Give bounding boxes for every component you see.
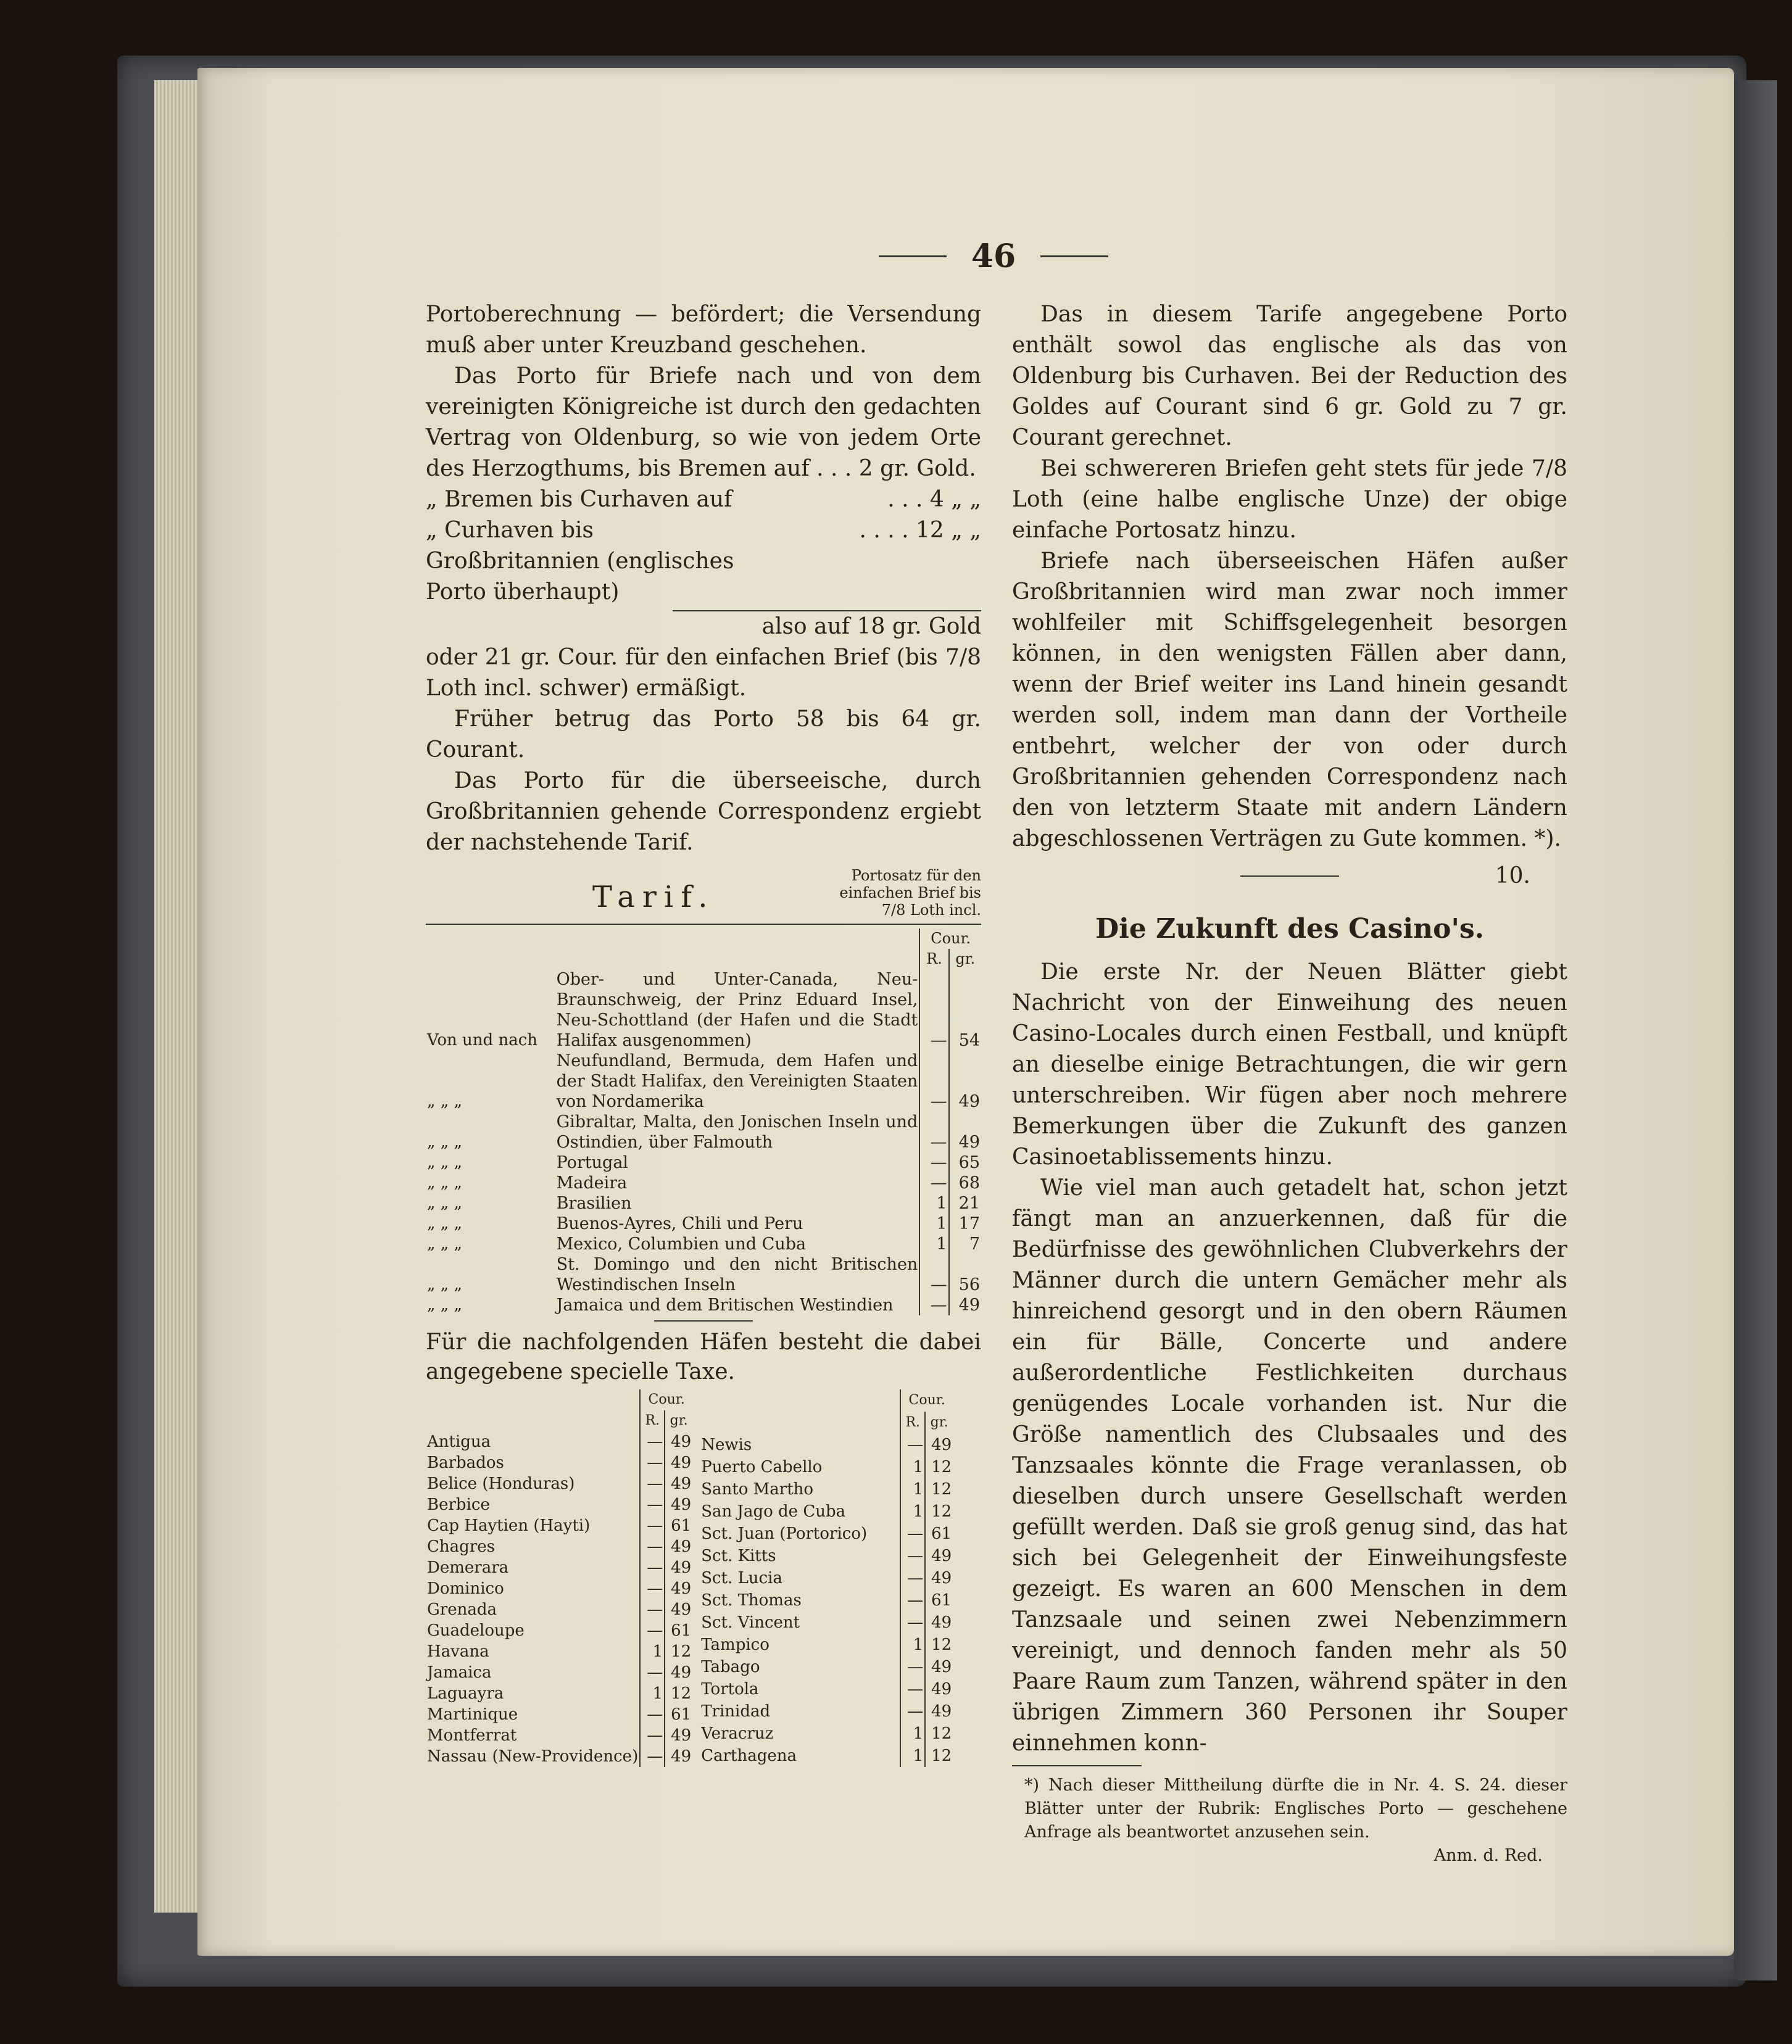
port-reichstaler: — <box>900 1567 925 1589</box>
right-column <box>1012 299 1567 1868</box>
left-paragraph-5: Das Porto für die überseeische, durch Großbritannien gehende Correspondenz ergiebt der nachstehende Tarif. <box>426 768 981 855</box>
port-groschen: 49 <box>665 1473 692 1494</box>
table-row <box>700 1567 953 1589</box>
tarif-reichstaler: — <box>919 1254 948 1295</box>
port-name: San Jago de Cuba <box>701 1502 846 1521</box>
tarif-groschen: 17 <box>949 1214 981 1234</box>
table-row <box>426 1683 692 1704</box>
gr-header: gr. <box>925 1412 953 1434</box>
tarif-from: Von und nach <box>427 1031 538 1049</box>
port-reichstaler: 1 <box>900 1745 925 1767</box>
footnote-signature: Anm. d. Red. <box>1433 1846 1543 1865</box>
left-paragraph-3: oder 21 gr. Cour. für den einfachen Brief (bis 7/8 Loth incl. schwer) ermäßigt. <box>426 645 981 701</box>
port-name: Trinidad <box>701 1702 771 1721</box>
port-reichstaler: — <box>640 1431 665 1452</box>
table-row <box>700 1700 953 1723</box>
special-tables <box>426 1389 981 1767</box>
rate-line-bremen-curhaven <box>426 484 981 515</box>
port-name: Havana <box>427 1642 489 1661</box>
gr-header: gr. <box>949 949 981 969</box>
table-row <box>426 1234 981 1254</box>
port-name: Nassau (New-Providence) <box>427 1747 639 1766</box>
port-reichstaler: — <box>640 1704 665 1725</box>
left-paragraph-1: Portoberechnung — befördert; die Versendung muß aber unter Kreuzband geschehen. <box>426 302 981 358</box>
gr-header: gr. <box>665 1410 692 1431</box>
tarif-destination: St. Domingo und den nicht Britischen Westindischen Inseln <box>556 1255 918 1294</box>
table-row <box>426 1515 692 1536</box>
table-row <box>426 1473 692 1494</box>
port-reichstaler: — <box>900 1678 925 1700</box>
blank-cell <box>700 1389 900 1412</box>
port-name: Cap Haytien (Hayti) <box>427 1516 591 1535</box>
port-groschen: 49 <box>665 1431 692 1452</box>
table-row <box>426 1051 981 1112</box>
rate-label: „ Curhaven bis Großbritannien (englisches Porto überhaupt) <box>426 518 734 605</box>
special-intro: Für die nachfolgenden Häfen besteht die dabei angegebene specielle Taxe. <box>426 1330 981 1384</box>
rate-label: „ Bremen bis Curhaven auf <box>426 487 732 512</box>
special-header-row <box>700 1389 953 1412</box>
table-row <box>426 1494 692 1515</box>
page-stack-edge <box>154 80 197 1913</box>
port-groschen: 12 <box>665 1683 692 1704</box>
port-groschen: 49 <box>665 1494 692 1515</box>
right-paragraph-2: Bei schwereren Briefen geht stets für jede 7/8 Loth (eine halbe englische Unze) der obige einfache Portosatz hinzu. <box>1012 456 1567 543</box>
tarif-groschen: 7 <box>949 1234 981 1254</box>
tarif-note: Portosatz für den einfachen Brief bis 7/8 Loth incl. <box>839 867 981 919</box>
port-reichstaler: — <box>900 1612 925 1634</box>
tarif-reichstaler: 1 <box>919 1234 948 1254</box>
tarif-reichstaler: 1 <box>919 1193 948 1214</box>
table-row <box>426 1173 981 1193</box>
tarif-groschen: 49 <box>949 1295 981 1315</box>
port-groschen: 61 <box>665 1515 692 1536</box>
table-row <box>700 1723 953 1745</box>
port-name: Sct. Lucia <box>701 1569 782 1587</box>
tarif-table <box>426 929 981 1315</box>
table-row <box>426 1431 692 1452</box>
table-row <box>426 1295 981 1315</box>
tarif-destination: Gibraltar, Malta, den Jonischen Inseln und Ostindien, über Falmouth <box>556 1112 918 1152</box>
port-name: Sct. Juan (Portorico) <box>701 1525 868 1543</box>
page-number: 46 <box>971 237 1016 275</box>
rate-sum: also auf 18 gr. Gold <box>761 614 981 639</box>
port-groschen: 49 <box>925 1545 953 1567</box>
table-row <box>700 1456 953 1478</box>
port-groschen: 49 <box>665 1536 692 1557</box>
tarif-groschen: 49 <box>949 1112 981 1152</box>
port-name: Antigua <box>427 1433 491 1451</box>
port-groschen: 61 <box>665 1620 692 1641</box>
special-subheader-row <box>700 1412 953 1434</box>
port-name: Jamaica <box>427 1663 492 1682</box>
tarif-from: „ „ „ <box>427 1275 462 1294</box>
table-row <box>700 1500 953 1523</box>
port-groschen: 61 <box>925 1523 953 1545</box>
tarif-groschen: 68 <box>949 1173 981 1193</box>
special-rule <box>654 1320 753 1322</box>
port-groschen: 12 <box>925 1745 953 1767</box>
port-name: Berbice <box>427 1496 490 1514</box>
tarif-reichstaler: 1 <box>919 1214 948 1234</box>
tarif-from: „ „ „ <box>427 1173 462 1192</box>
tarif-from: „ „ „ <box>427 1235 462 1253</box>
port-groschen: 49 <box>665 1452 692 1473</box>
tarif-destination: Neufundland, Bermuda, dem Hafen und der Stadt Halifax, den Vereinigten Staaten von Nordamerika <box>556 1051 918 1111</box>
special-table-right <box>700 1389 953 1767</box>
port-groschen: 12 <box>665 1641 692 1662</box>
blank-cell <box>426 1410 640 1431</box>
table-row <box>426 1578 692 1599</box>
tarif-from: „ „ „ <box>427 1214 462 1233</box>
port-name: Tabago <box>701 1658 760 1676</box>
tarif-header <box>426 867 981 919</box>
port-groschen: 12 <box>925 1634 953 1656</box>
port-reichstaler: — <box>640 1536 665 1557</box>
port-name: Dominico <box>427 1579 504 1598</box>
table-row <box>700 1612 953 1634</box>
table-row <box>700 1634 953 1656</box>
table-row <box>426 1214 981 1234</box>
blank-cell <box>700 1412 900 1434</box>
port-groschen: 49 <box>925 1700 953 1723</box>
port-name: Puerto Cabello <box>701 1458 823 1476</box>
port-groschen: 12 <box>925 1500 953 1523</box>
table-row <box>426 1193 981 1214</box>
port-groschen: 49 <box>665 1662 692 1683</box>
right-paragraph-4: Die erste Nr. der Neuen Blätter giebt Nachricht von der Einweihung des neuen Casino-Locales durch einen Festball, und knüpft an dieselbe einige Betrachtungen, die wir gern unterschreiben. Wir fügen aber noch mehrere Bemerkungen über die Zukunft des ganzen Casinoetablissements hinzu. <box>1012 959 1567 1170</box>
table-row <box>426 1704 692 1725</box>
port-reichstaler: 1 <box>640 1683 665 1704</box>
tarif-from: „ „ „ <box>427 1296 462 1314</box>
footnote: *) Nach dieser Mittheilung dürfte die in Nr. 4. S. 24. dieser Blätter unter der Rubrik: Englisches Porto — geschehene Anfrage als beantwortet anzusehen sein. <box>1024 1776 1567 1842</box>
table-row <box>700 1434 953 1456</box>
port-reichstaler: 1 <box>640 1641 665 1662</box>
tarif-reichstaler: — <box>919 1051 948 1112</box>
port-name: Sct. Thomas <box>701 1591 802 1610</box>
signature-row <box>1012 861 1567 892</box>
blank-cell <box>426 1389 640 1410</box>
port-name: Belice (Honduras) <box>427 1475 575 1493</box>
cour-header: Cour. <box>900 1389 953 1412</box>
port-name: Grenada <box>427 1600 497 1619</box>
rate-amount: . . . 4 „ „ <box>887 487 981 512</box>
right-paragraph-5: Wie viel man auch getadelt hat, schon jetzt fängt man an anzuerkennen, daß für die Bedürfnisse des gewöhnlichen Clubverkehrs der Männer durch die untern Gemächer mehr als hinreichend gesorgt und in den obern Räumen ein für Bälle, Concerte und andere außerordentliche Festlichkeiten durchaus genügendes Locale vorhanden ist. Nur die Größe namentlich des Clubsaales und des Tanzsaales könnte die Frage veranlassen, ob dieselben durch unsere Gesellschaft werden gefüllt werden. Daß sie groß genug sind, das hat sich bei Gelegenheit der Einweihungsfeste gezeigt. Es waren an 600 Menschen in dem Tanzsaale und seinen zwei Nebenzimmern vereinigt, und dennoch fanden mehr als 50 Paare Raum zum Tanzen, während später in den übrigen Zimmern 360 Personen ihr Souper einnehmen konn- <box>1012 1175 1567 1756</box>
blank-cell <box>555 929 920 949</box>
special-header-row <box>426 1389 692 1410</box>
tarif-destination: Jamaica und dem Britischen Westindien <box>556 1296 894 1315</box>
port-reichstaler: — <box>900 1434 925 1456</box>
port-groschen: 49 <box>665 1725 692 1746</box>
port-groschen: 61 <box>925 1589 953 1612</box>
port-groschen: 12 <box>925 1456 953 1478</box>
port-reichstaler: — <box>640 1746 665 1767</box>
port-reichstaler: — <box>640 1662 665 1683</box>
table-row <box>700 1478 953 1500</box>
port-reichstaler: — <box>640 1557 665 1578</box>
port-name: Chagres <box>427 1537 495 1556</box>
signature-rule <box>1240 875 1339 877</box>
port-reichstaler: — <box>640 1452 665 1473</box>
port-name: Tampico <box>701 1636 769 1654</box>
port-name: Guadeloupe <box>427 1621 525 1640</box>
left-paragraph-2-text: Das Porto für Briefe nach und von dem vereinigten Königreiche ist durch den gedachten Vertrag von Oldenburg, so wie von jedem Orte des Herzogthums, bis Bremen auf <box>426 363 981 481</box>
port-groschen: 49 <box>665 1599 692 1620</box>
port-reichstaler: — <box>900 1656 925 1678</box>
table-row <box>426 1599 692 1620</box>
port-reichstaler: — <box>640 1578 665 1599</box>
tarif-from: „ „ „ <box>427 1092 462 1111</box>
table-row <box>426 1557 692 1578</box>
port-name: Sct. Kitts <box>701 1547 776 1565</box>
port-reichstaler: — <box>640 1473 665 1494</box>
port-groschen: 49 <box>665 1746 692 1767</box>
left-paragraph-4: Früher betrug das Porto 58 bis 64 gr. Courant. <box>426 706 981 763</box>
table-row <box>426 1152 981 1173</box>
tarif-destination: Ober- und Unter-Canada, Neu-Braunschweig, der Prinz Eduard Insel, Neu-Schottland (der Hafen und die Stadt Halifax ausgenommen) <box>556 970 918 1050</box>
port-groschen: 49 <box>925 1678 953 1700</box>
tarif-reichstaler: — <box>919 1173 948 1193</box>
signature: 10. <box>1495 863 1530 888</box>
tarif-reichstaler: — <box>919 1295 948 1315</box>
right-paragraph-3: Briefe nach überseeischen Häfen außer Großbritannien wird man zwar noch immer wohlfeiler mit Schiffsgelegenheit besorgen können, in den wenigsten Fällen aber dann, wenn der Brief weiter ins Land hinein gesandt werden soll, indem man dann der Vortheile entbehrt, welcher der von oder durch Großbritannien gehenden Correspondenz nach den von letzterm Staate mit andern Ländern abgeschlossenen Verträgen zu Gute kommen. *). <box>1012 548 1567 851</box>
r-header: R. <box>900 1412 925 1434</box>
port-groschen: 12 <box>925 1478 953 1500</box>
port-name: Veracruz <box>701 1724 774 1743</box>
tarif-destination: Portugal <box>556 1153 629 1172</box>
port-reichstaler: — <box>640 1620 665 1641</box>
tarif-from: „ „ „ <box>427 1194 462 1212</box>
cour-header: Cour. <box>640 1389 692 1410</box>
table-row <box>426 1620 692 1641</box>
port-reichstaler: — <box>640 1494 665 1515</box>
port-groschen: 61 <box>665 1704 692 1725</box>
port-name: Sct. Vincent <box>701 1613 800 1632</box>
table-row <box>700 1545 953 1567</box>
port-groschen: 49 <box>925 1434 953 1456</box>
left-paragraph-2 <box>426 361 981 484</box>
table-row <box>426 1641 692 1662</box>
port-name: Montferrat <box>427 1726 517 1745</box>
port-name: Laguayra <box>427 1684 504 1703</box>
header-rule-left <box>879 255 947 257</box>
tarif-groschen: 21 <box>949 1193 981 1214</box>
port-name: Santo Martho <box>701 1480 814 1499</box>
port-groschen: 49 <box>665 1578 692 1599</box>
port-reichstaler: — <box>640 1515 665 1536</box>
table-row <box>700 1745 953 1767</box>
port-reichstaler: — <box>640 1599 665 1620</box>
port-name: Martinique <box>427 1705 518 1724</box>
table-row <box>426 1254 981 1295</box>
table-row <box>700 1589 953 1612</box>
article-heading: Die Zukunft des Casino's. <box>1095 913 1485 945</box>
table-row <box>426 1725 692 1746</box>
port-name: Newis <box>701 1436 752 1454</box>
tarif-subheader-row <box>426 949 981 969</box>
cover-edge <box>1734 80 1777 1980</box>
port-name: Tortola <box>701 1680 759 1699</box>
rate-line-curhaven-britain <box>426 515 981 608</box>
table-row <box>700 1656 953 1678</box>
tarif-reichstaler: — <box>919 1112 948 1152</box>
table-row <box>426 1112 981 1152</box>
blank-cell <box>555 949 920 969</box>
right-paragraph-1: Das in diesem Tarife angegebene Porto enthält sowol das englische als das von Oldenburg bis Curhaven. Bei der Reduction des Goldes auf Courant sind 6 gr. Gold zu 7 gr. Courant gerechnet. <box>1012 302 1567 450</box>
left-column <box>426 299 981 1767</box>
table-row <box>700 1523 953 1545</box>
tarif-from: „ „ „ <box>427 1153 462 1172</box>
tarif-destination: Mexico, Columbien und Cuba <box>556 1235 807 1254</box>
port-groschen: 49 <box>925 1567 953 1589</box>
table-row <box>426 1746 692 1767</box>
tarif-groschen: 49 <box>949 1051 981 1112</box>
r-header: R. <box>640 1410 665 1431</box>
tarif-destination: Madeira <box>556 1173 628 1193</box>
port-name: Demerara <box>427 1558 509 1577</box>
tarif-groschen: 54 <box>949 969 981 1051</box>
port-reichstaler: 1 <box>900 1478 925 1500</box>
port-name: Carthagena <box>701 1747 797 1765</box>
cour-header: Cour. <box>919 929 981 949</box>
table-row <box>426 1662 692 1683</box>
blank-cell <box>426 929 555 949</box>
table-row <box>700 1678 953 1700</box>
tarif-rule <box>426 924 981 925</box>
port-groschen: 12 <box>925 1723 953 1745</box>
port-groschen: 49 <box>665 1557 692 1578</box>
page-header <box>852 231 1135 281</box>
special-table-left <box>426 1389 692 1767</box>
port-reichstaler: — <box>900 1700 925 1723</box>
table-row <box>426 1536 692 1557</box>
port-reichstaler: — <box>900 1589 925 1612</box>
tarif-groschen: 65 <box>949 1152 981 1173</box>
port-reichstaler: — <box>640 1725 665 1746</box>
port-reichstaler: 1 <box>900 1723 925 1745</box>
port-groschen: 49 <box>925 1656 953 1678</box>
table-row <box>426 1452 692 1473</box>
tarif-header-row <box>426 929 981 949</box>
table-row <box>426 969 981 1051</box>
rate-amount: . . . . 12 „ „ <box>859 518 981 543</box>
tarif-destination: Buenos-Ayres, Chili und Peru <box>556 1214 803 1233</box>
port-reichstaler: — <box>900 1523 925 1545</box>
rate-bremen-amount: . . . 2 gr. Gold. <box>816 456 976 481</box>
tarif-groschen: 56 <box>949 1254 981 1295</box>
tarif-destination: Brasilien <box>556 1194 632 1213</box>
tarif-reichstaler: — <box>919 969 948 1051</box>
port-name: Barbados <box>427 1454 504 1472</box>
header-rule-right <box>1040 255 1108 257</box>
r-header: R. <box>919 949 948 969</box>
port-reichstaler: 1 <box>900 1456 925 1478</box>
footnote-rule <box>1012 1765 1142 1766</box>
special-subheader-row <box>426 1410 692 1431</box>
tarif-title: Tarif. <box>592 880 715 914</box>
tarif-reichstaler: — <box>919 1152 948 1173</box>
port-reichstaler: 1 <box>900 1500 925 1523</box>
blank-cell <box>426 949 555 969</box>
port-reichstaler: 1 <box>900 1634 925 1656</box>
port-groschen: 49 <box>925 1612 953 1634</box>
port-reichstaler: — <box>900 1545 925 1567</box>
tarif-from: „ „ „ <box>427 1133 462 1151</box>
